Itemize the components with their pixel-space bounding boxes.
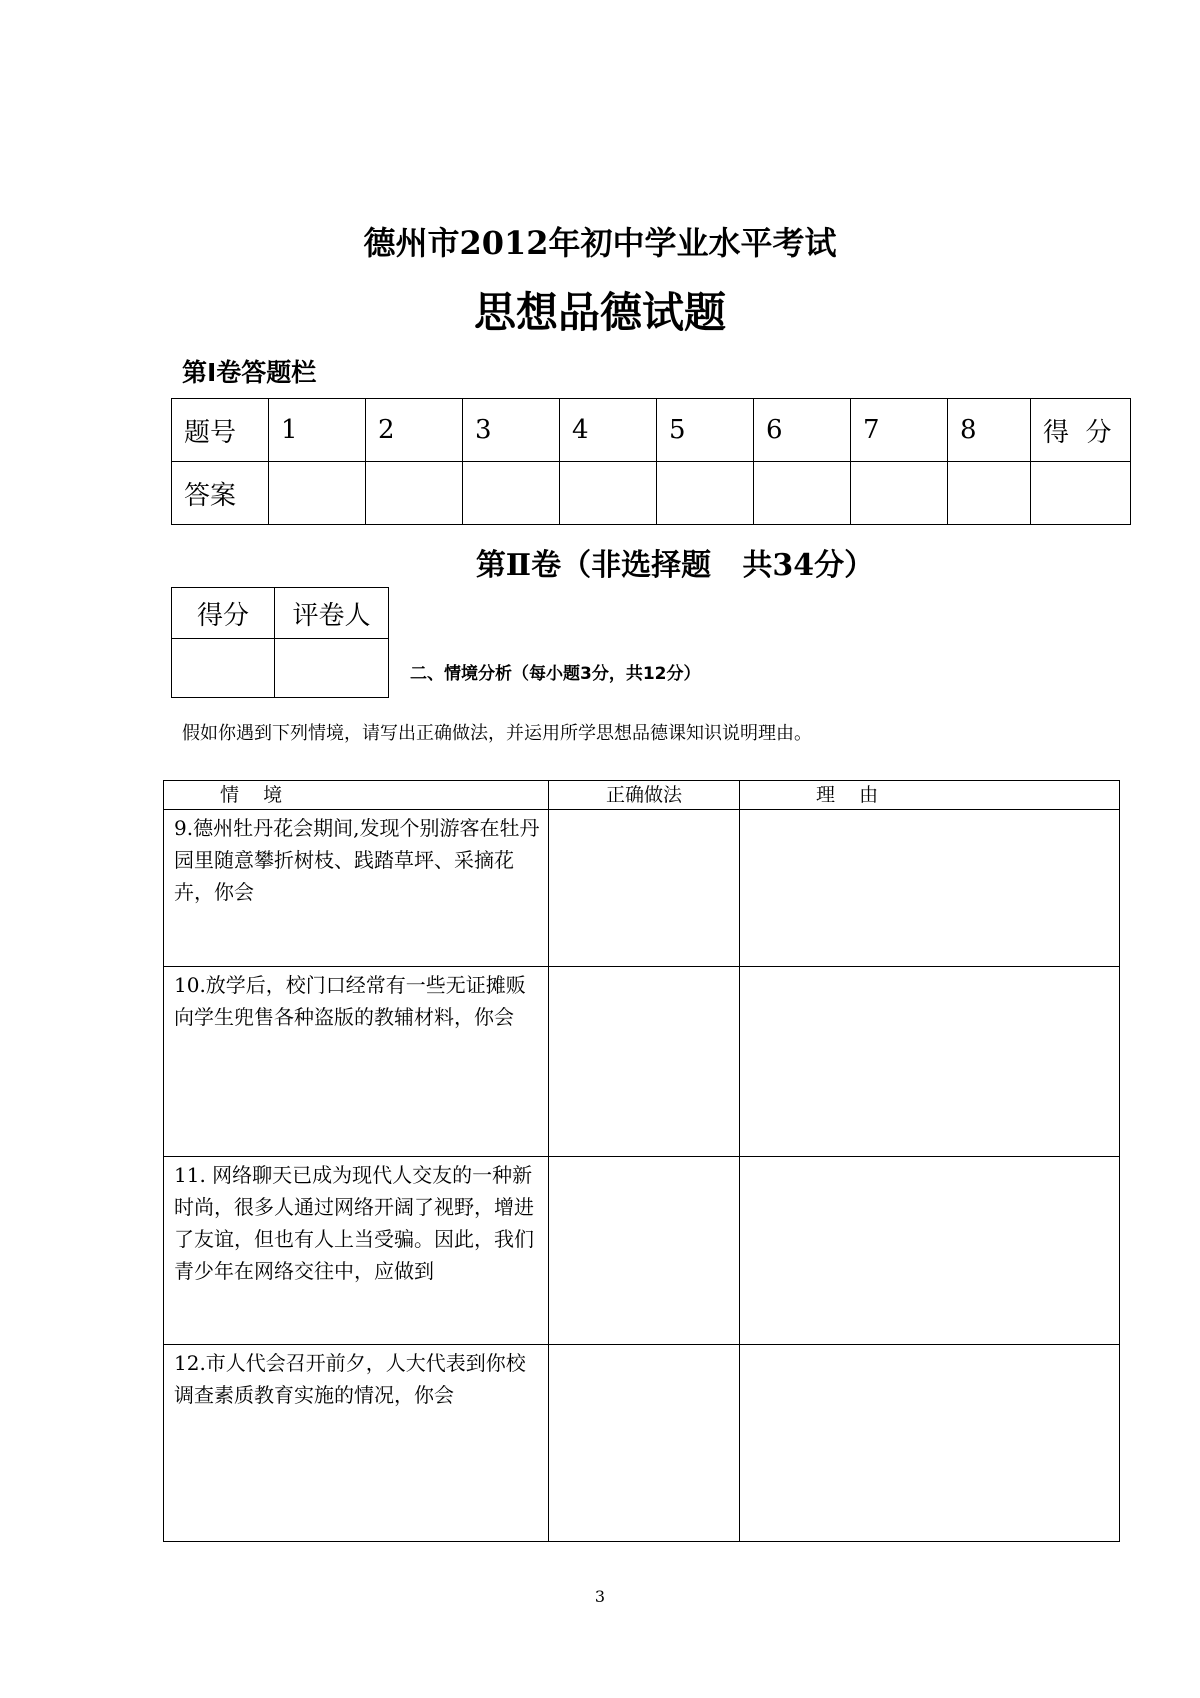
score-box-grader-cell[interactable] [275, 639, 389, 698]
reason-cell[interactable] [740, 967, 1120, 1157]
situation-table [163, 780, 1120, 1542]
question-number-cell: 2 [366, 399, 463, 462]
header-reason: 理 由 [740, 781, 1120, 810]
answer-table-number-row [172, 399, 1131, 462]
situation-text: 12.市人代会召开前夕，人大代表到你校调查素质教育实施的情况，你会 [164, 1345, 549, 1542]
answer-table [171, 398, 1131, 525]
header-situation: 情 境 [164, 781, 549, 810]
instructions: 假如你遇到下列情境，请写出正确做法，并运用所学思想品德课知识说明理由。 [182, 723, 812, 744]
answer-cell[interactable] [366, 462, 463, 525]
score-box [171, 587, 389, 698]
section2-title: 二、情境分析（每小题3分，共12分） [410, 664, 701, 684]
answer-cell[interactable] [463, 462, 560, 525]
question-number-label: 题号 [172, 399, 269, 462]
answer-cell[interactable] [657, 462, 754, 525]
answer-cell[interactable] [269, 462, 366, 525]
table-row [164, 1345, 1120, 1542]
part2-heading: 第Ⅱ卷（非选择题 共34分） [475, 548, 875, 583]
table-row [164, 1157, 1120, 1345]
page-number: 3 [594, 1587, 606, 1606]
situation-text: 11. 网络聊天已成为现代人交友的一种新时尚，很多人通过网络开阔了视野，增进了友谊，但也有人上当受骗。因此，我们青少年在网络交往中，应做到 [164, 1157, 549, 1345]
answer-cell[interactable] [560, 462, 657, 525]
score-cell[interactable] [1031, 462, 1131, 525]
question-number-cell: 4 [560, 399, 657, 462]
question-number-cell: 1 [269, 399, 366, 462]
score-box-score-label: 得分 [172, 588, 275, 639]
question-number-cell: 6 [754, 399, 851, 462]
correct-action-cell[interactable] [549, 967, 740, 1157]
table-row [164, 967, 1120, 1157]
question-number-cell: 3 [463, 399, 560, 462]
question-number-cell: 7 [851, 399, 948, 462]
score-box-grader-label: 评卷人 [275, 588, 389, 639]
situation-table-header [164, 781, 1120, 810]
answer-cell[interactable] [851, 462, 948, 525]
score-label: 得 分 [1031, 399, 1131, 462]
answer-cell[interactable] [948, 462, 1031, 525]
question-number-cell: 8 [948, 399, 1031, 462]
question-number-cell: 5 [657, 399, 754, 462]
correct-action-cell[interactable] [549, 810, 740, 967]
correct-action-cell[interactable] [549, 1157, 740, 1345]
answer-label: 答案 [172, 462, 269, 525]
reason-cell[interactable] [740, 1157, 1120, 1345]
header-correct-action: 正确做法 [549, 781, 740, 810]
answer-cell[interactable] [754, 462, 851, 525]
reason-cell[interactable] [740, 1345, 1120, 1542]
reason-cell[interactable] [740, 810, 1120, 967]
situation-text: 10.放学后，校门口经常有一些无证摊贩向学生兜售各种盗版的教辅材料，你会 [164, 967, 549, 1157]
subject-title: 思想品德试题 [473, 288, 726, 337]
answer-table-answer-row [172, 462, 1131, 525]
correct-action-cell[interactable] [549, 1345, 740, 1542]
situation-text: 9.德州牡丹花会期间,发现个别游客在牡丹园里随意攀折树枝、践踏草坪、采摘花卉，你会 [164, 810, 549, 967]
part1-heading: 第Ⅰ卷答题栏 [182, 358, 317, 387]
score-box-score-cell[interactable] [172, 639, 275, 698]
exam-title: 德州市2012年初中学业水平考试 [363, 224, 837, 262]
table-row [164, 810, 1120, 967]
